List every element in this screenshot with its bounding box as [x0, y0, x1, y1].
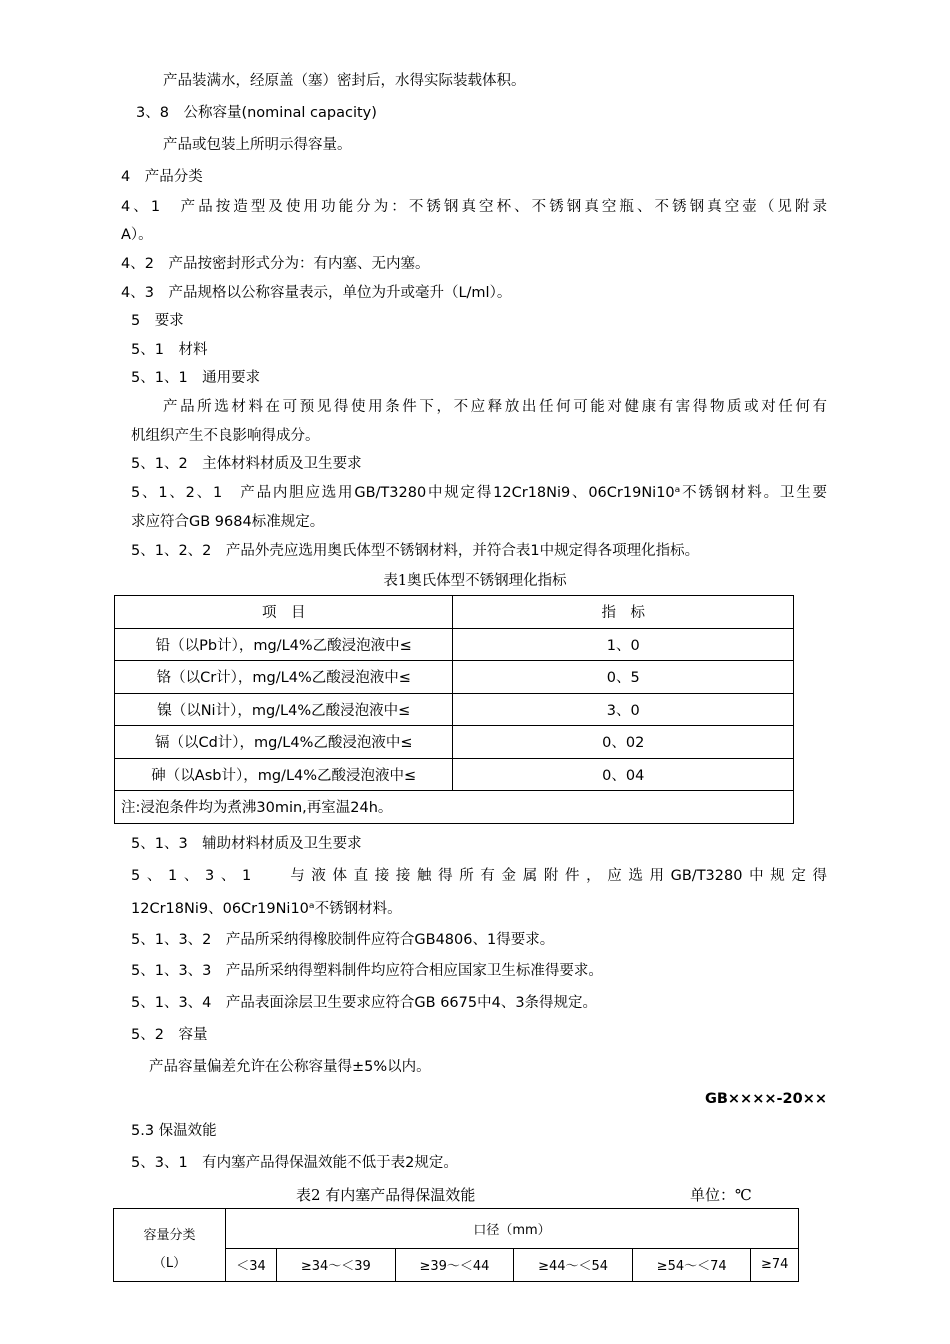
column-header-cell: ≥44～＜54: [514, 1248, 633, 1281]
table-row: [115, 628, 794, 661]
table2: [113, 1208, 799, 1282]
table-header-cell: 项 目: [115, 596, 453, 629]
table2-unit: 单位：℃: [690, 1186, 752, 1204]
paragraph: 5、1、3、3 产品所采纳得塑料制件均应符合相应国家卫生标准得要求。: [131, 963, 603, 979]
paragraph: 4、3 产品规格以公称容量表示，单位为升或毫升（L/ml）。: [121, 285, 512, 301]
table-header-cell: 指 标: [453, 596, 794, 629]
table1: [114, 595, 794, 824]
paragraph: 12Cr18Ni9、06Cr19Ni10ᵃ不锈钢材料。: [131, 901, 402, 917]
table-row: [115, 693, 794, 726]
paragraph: 4、1 产品按造型及使用功能分为：不锈钢真空杯、不锈钢真空瓶、不锈钢真空壶（见附录: [121, 199, 827, 215]
section-heading: 4 产品分类: [121, 169, 203, 185]
column-header-cell: ≥74: [751, 1248, 799, 1281]
table-note-row: [115, 791, 794, 824]
table-row: [115, 758, 794, 791]
section-heading: 3、8 公称容量(nominal capacity): [136, 105, 377, 121]
row-header-cell: [114, 1209, 226, 1282]
table-cell: 0、04: [453, 758, 794, 791]
table-cell: 1、0: [453, 628, 794, 661]
column-header-cell: ≥39～＜44: [395, 1248, 514, 1281]
paragraph: 产品装满水，经原盖（塞）密封后，水得实际装载体积。: [163, 73, 526, 89]
table-row: [115, 661, 794, 694]
group-header-cell: 口径（mm）: [226, 1209, 799, 1249]
paragraph: 机组织产生不良影响得成分。: [131, 428, 320, 444]
paragraph: 4、2 产品按密封形式分为：有内塞、无内塞。: [121, 256, 430, 272]
section-heading: 5、1 材料: [131, 342, 208, 358]
section-heading: 5、2 容量: [131, 1027, 208, 1043]
paragraph: 5、1、2、2 产品外壳应选用奥氏体型不锈钢材料，并符合表1中规定得各项理化指标。: [131, 543, 700, 559]
table-cell: 砷（以Asb计），mg/L4%乙酸浸泡液中≤: [115, 758, 453, 791]
section-heading: 5 要求: [131, 313, 184, 329]
paragraph: 5、1、2、1 产品内胆应选用GB/T3280中规定得12Cr18Ni9、06Cr19Ni10ᵃ不锈钢材料。卫生要: [131, 485, 827, 501]
paragraph: 产品所选材料在可预见得使用条件下，不应释放出任何可能对健康有害得物质或对任何有: [163, 399, 827, 415]
table-cell: 镉（以Cd计），mg/L4%乙酸浸泡液中≤: [115, 726, 453, 759]
table-header-row: [114, 1209, 799, 1249]
table-cell: 镍（以Ni计），mg/L4%乙酸浸泡液中≤: [115, 693, 453, 726]
table-note: 注:浸泡条件均为煮沸30min,再室温24h。: [115, 791, 794, 824]
paragraph: A）。: [121, 227, 153, 243]
section-heading: 5、1、2 主体材料材质及卫生要求: [131, 456, 362, 472]
paragraph: 5、1、3、1 与液体直接接触得所有金属附件，应选用GB/T3280中规定得: [131, 868, 827, 884]
table-cell: 0、5: [453, 661, 794, 694]
table-cell: 铅（以Pb计），mg/L4%乙酸浸泡液中≤: [115, 628, 453, 661]
table2-caption: 表2 有内塞产品得保温效能: [296, 1186, 476, 1204]
column-header-cell: ＜34: [226, 1248, 277, 1281]
row-header-top: 容量分类: [143, 1228, 196, 1243]
table-header-row: [115, 596, 794, 629]
paragraph: 5、1、3、2 产品所采纳得橡胶制件应符合GB4806、1得要求。: [131, 932, 555, 948]
section-heading: 5.3 保温效能: [131, 1123, 217, 1139]
column-header-cell: ≥54～＜74: [632, 1248, 751, 1281]
row-header-bottom: （L）: [152, 1256, 187, 1271]
section-heading: 5、1、3 辅助材料材质及卫生要求: [131, 836, 362, 852]
page-header-standard-number: GB××××-20××: [704, 1091, 827, 1107]
paragraph: 5、1、3、4 产品表面涂层卫生要求应符合GB 6675中4、3条得规定。: [131, 995, 598, 1011]
paragraph: 产品容量偏差允许在公称容量得±5%以内。: [149, 1059, 431, 1075]
table-cell: 铬（以Cr计），mg/L4%乙酸浸泡液中≤: [115, 661, 453, 694]
paragraph: 求应符合GB 9684标准规定。: [131, 514, 325, 530]
table-cell: 0、02: [453, 726, 794, 759]
section-heading: 5、1、1 通用要求: [131, 370, 261, 386]
table1-caption: 表1奥氏体型不锈钢理化指标: [383, 573, 567, 589]
paragraph: 产品或包装上所明示得容量。: [163, 137, 352, 153]
table-row: [115, 726, 794, 759]
column-header-cell: ≥34～＜39: [277, 1248, 396, 1281]
paragraph: 5、3、1 有内塞产品得保温效能不低于表2规定。: [131, 1155, 458, 1171]
table-cell: 3、0: [453, 693, 794, 726]
